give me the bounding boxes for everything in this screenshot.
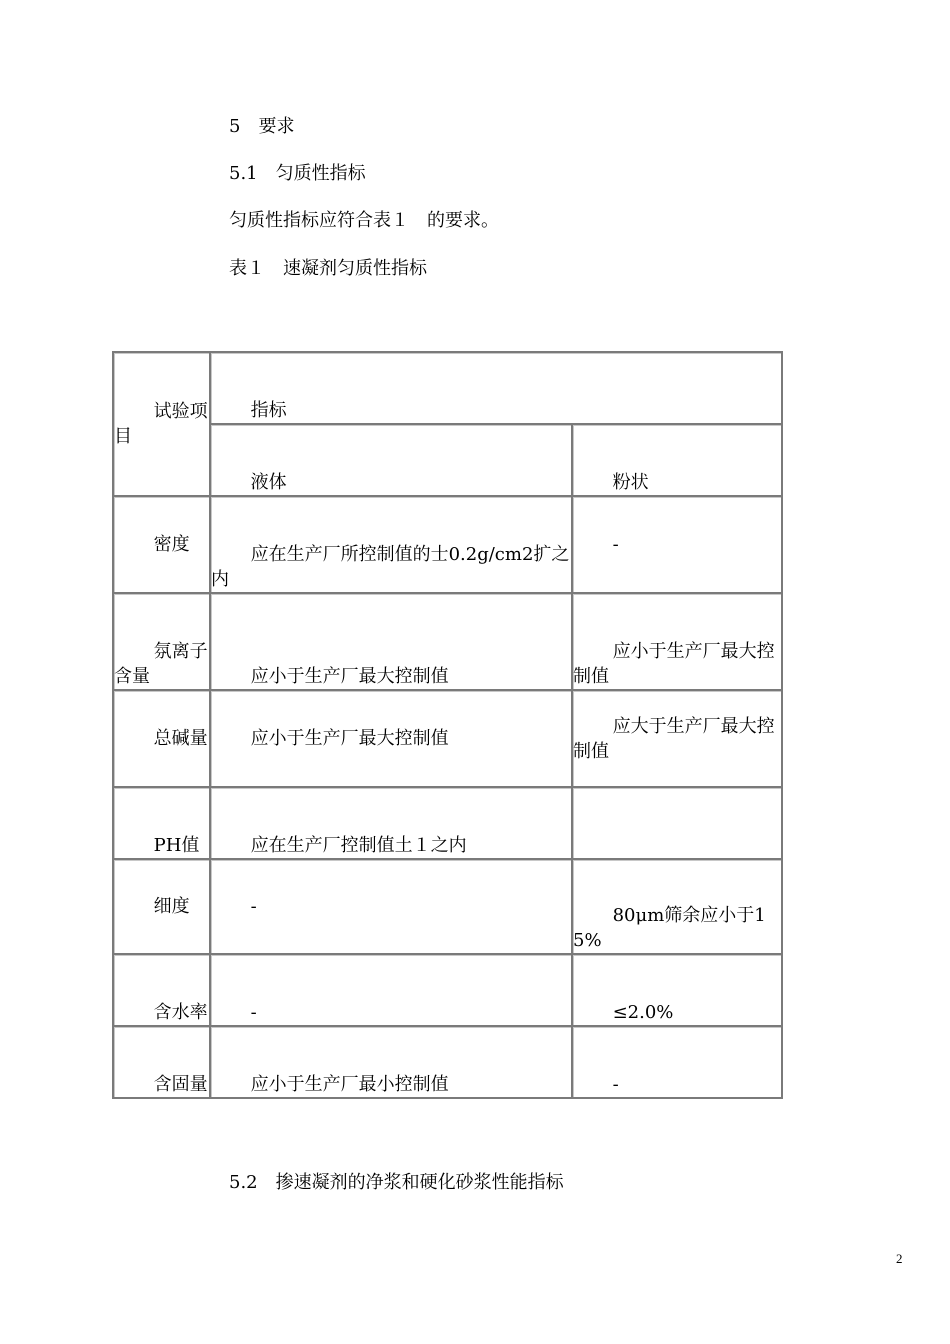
- body-text: 匀质性指标应符合表１ 的要求。: [229, 210, 499, 231]
- table-row: [113, 954, 782, 1026]
- powder-cell: -: [572, 496, 782, 593]
- liquid-cell: 应小于生产厂最小控制值: [210, 1026, 572, 1098]
- liquid-cell: 应小于生产厂最大控制值: [210, 690, 572, 787]
- item-cell: 含固量: [113, 1026, 210, 1098]
- header-indicator-cell: 指标: [210, 352, 782, 424]
- item-cell: 氛离子含量: [113, 593, 210, 690]
- item-cell: PH值: [113, 787, 210, 859]
- table-row: [113, 690, 782, 787]
- uniformity-table: [112, 351, 783, 1099]
- table-row: [113, 593, 782, 690]
- subsection-heading: 5.1 匀质性指标: [229, 163, 366, 184]
- page-number: 2: [896, 1251, 903, 1266]
- section-heading: 5 要求: [229, 116, 295, 137]
- powder-cell: -: [572, 1026, 782, 1098]
- powder-cell: 应大于生产厂最大控制值: [572, 690, 782, 787]
- table-row: [113, 496, 782, 593]
- item-cell: 密度: [113, 496, 210, 593]
- table-row: [113, 1026, 782, 1098]
- table-row: [113, 859, 782, 954]
- powder-cell: 应小于生产厂最大控制值: [572, 593, 782, 690]
- header-liquid-cell: 液体: [210, 424, 572, 496]
- item-cell: 细度: [113, 859, 210, 954]
- liquid-cell: 应在生产厂控制值土１之内: [210, 787, 572, 859]
- item-cell: 含水率: [113, 954, 210, 1026]
- item-cell: 总碱量: [113, 690, 210, 787]
- liquid-cell: 应小于生产厂最大控制值: [210, 593, 572, 690]
- table-row: [113, 787, 782, 859]
- subsection-heading-2: 5.2 掺速凝剂的净浆和硬化砂浆性能指标: [229, 1172, 564, 1193]
- header-powder-cell: 粉状: [572, 424, 782, 496]
- powder-cell: 80μm筛余应小于15%: [572, 859, 782, 954]
- powder-cell: ≤2.0%: [572, 954, 782, 1026]
- table-caption: 表１ 速凝剂匀质性指标: [229, 258, 427, 279]
- liquid-cell: -: [210, 859, 572, 954]
- liquid-cell: 应在生产厂所控制值的士0.2g/cm2扩之内: [210, 496, 572, 593]
- powder-cell: [572, 787, 782, 859]
- header-item-cell: 试验项目: [113, 352, 210, 496]
- liquid-cell: -: [210, 954, 572, 1026]
